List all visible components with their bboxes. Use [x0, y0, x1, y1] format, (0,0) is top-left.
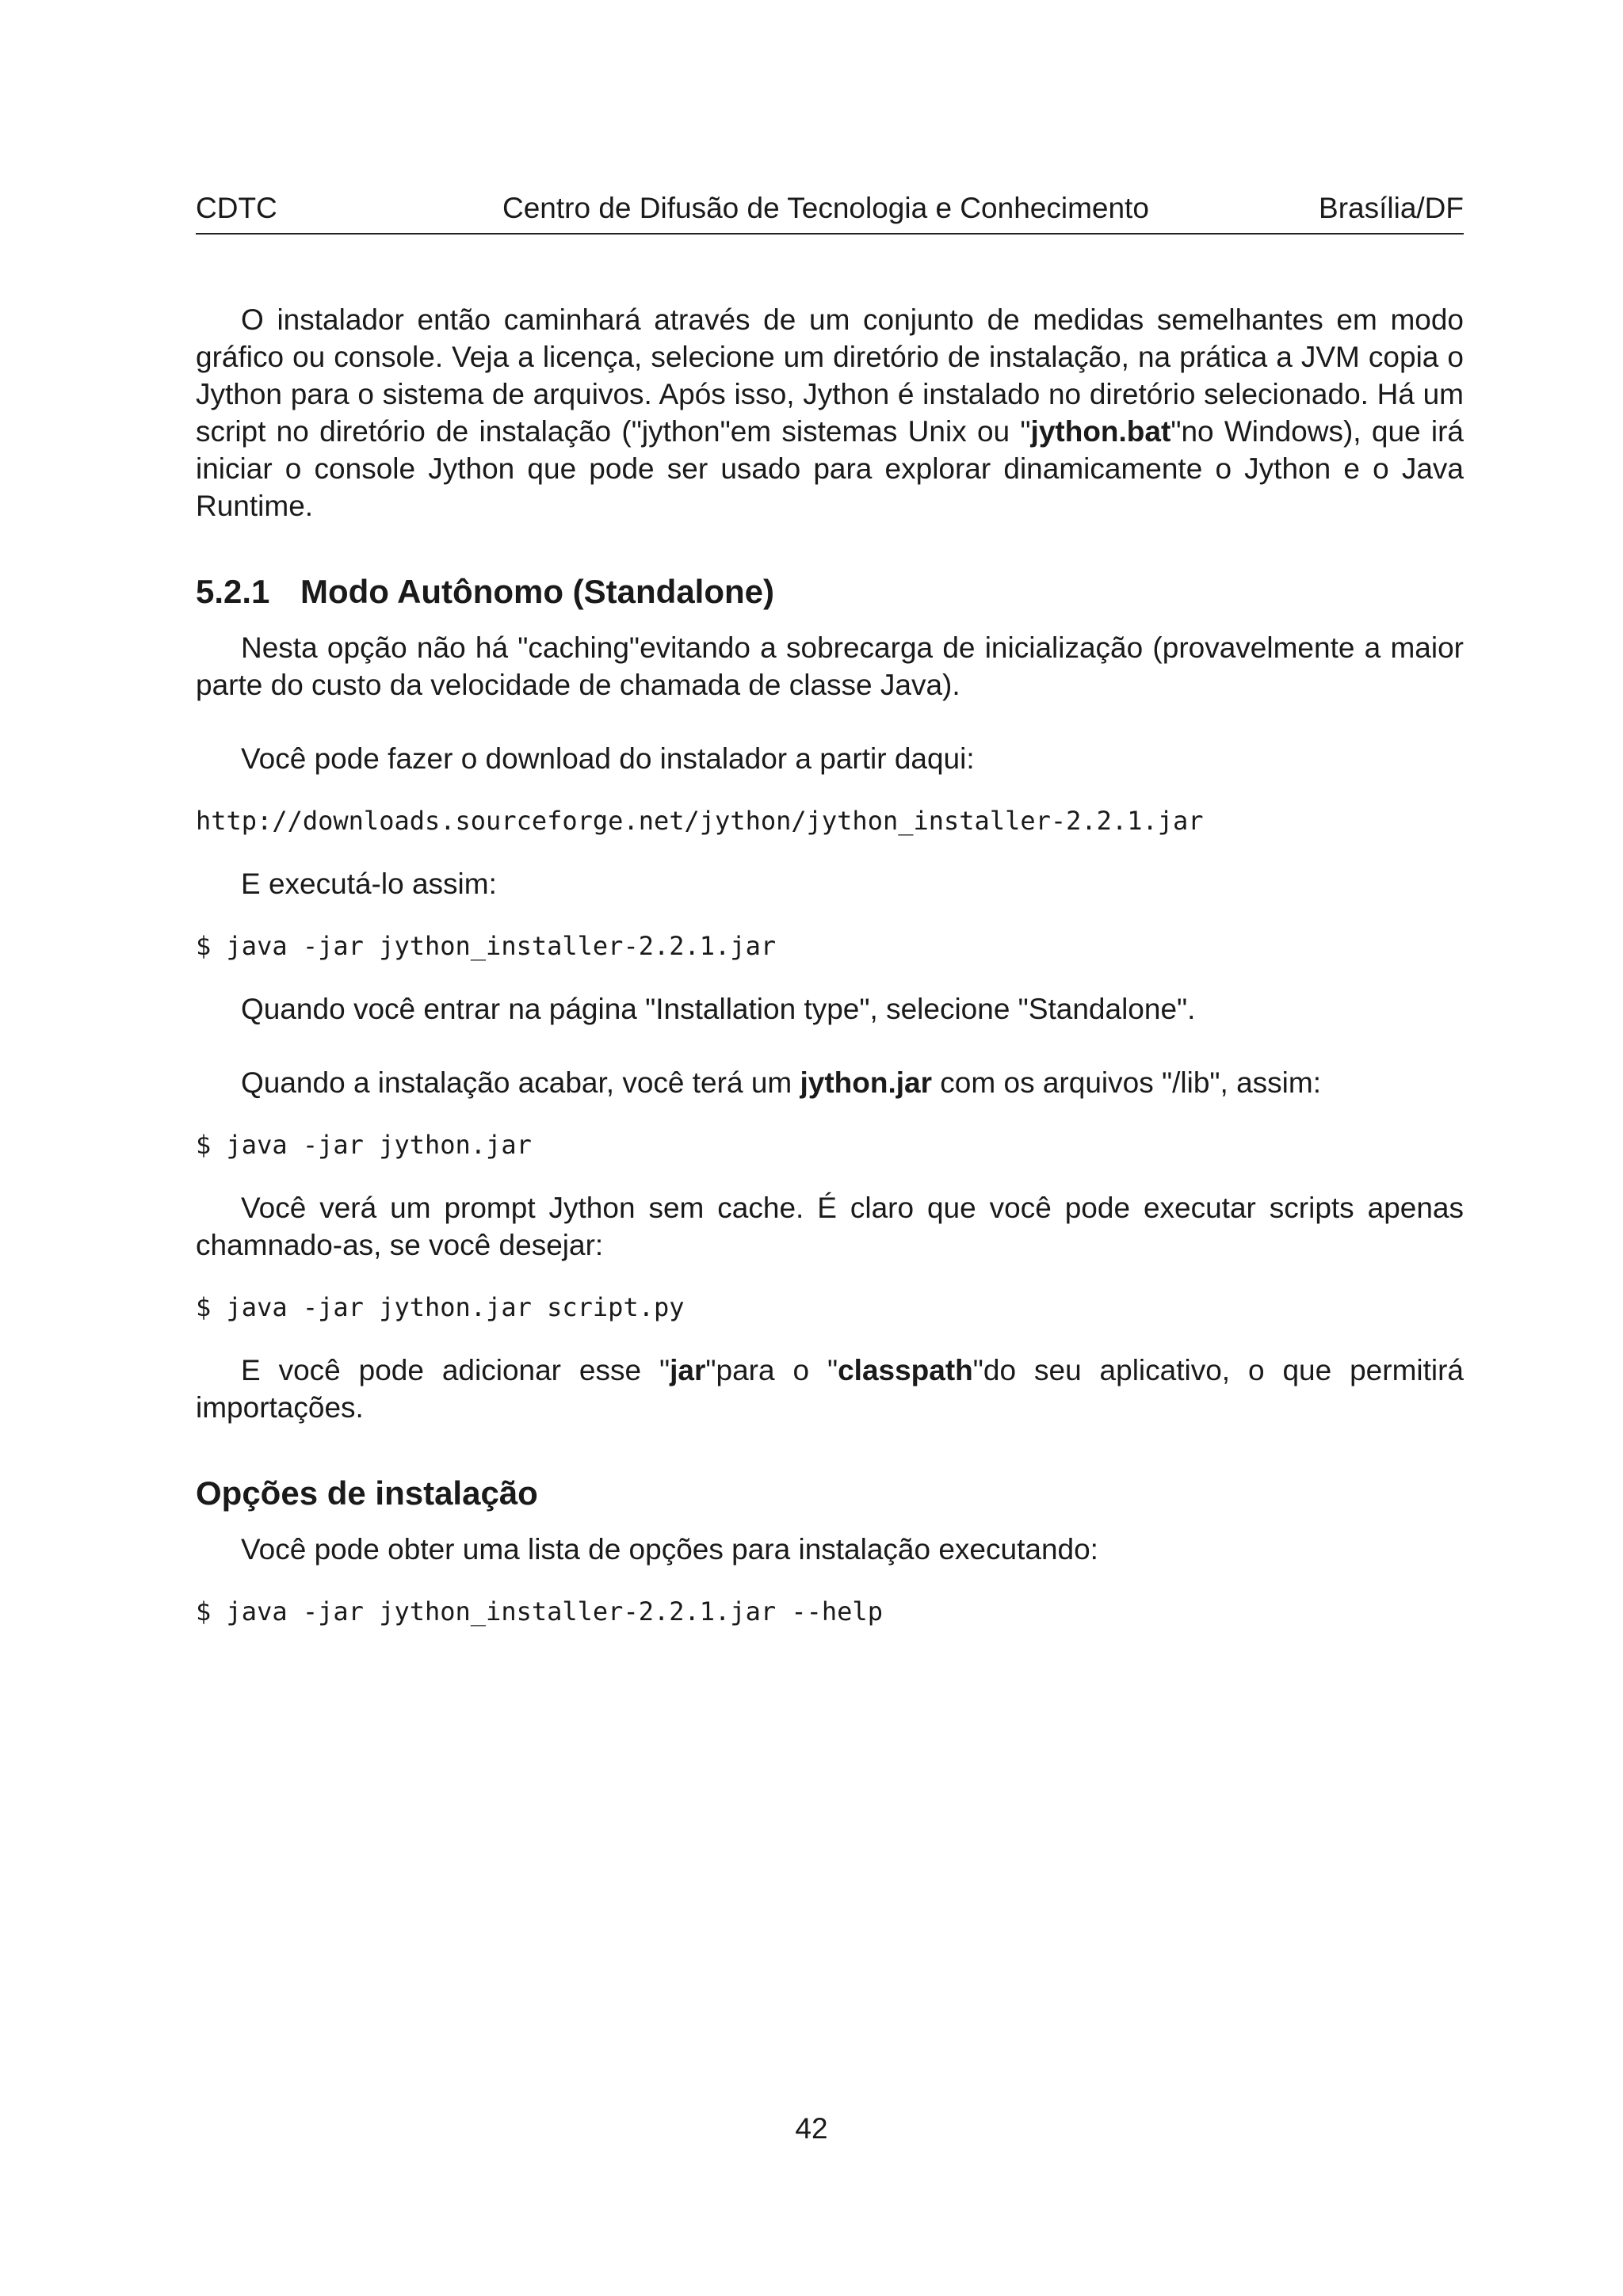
section-title: Modo Autônomo (Standalone)	[300, 573, 775, 610]
header-center: Centro de Difusão de Tecnologia e Conhecimento	[502, 192, 1149, 224]
command-help: $ java -jar jython_installer-2.2.1.jar --help	[196, 1596, 883, 1627]
options-paragraph: Você pode obter uma lista de opções para instalação executando:	[241, 1533, 1098, 1566]
classpath-bold-classpath: classpath	[838, 1354, 973, 1386]
standalone-paragraph-1: Nesta opção não há "caching"evitando a sobrecarga de inicialização (provavelmente a maior parte do custo da velocidade de chamada de classe Java).	[196, 631, 1464, 701]
intro-text-a: O instalador então caminhará através de um conjunto de medidas semelhantes em modo gráfico ou console. Veja a licença, selecione um diretório de instalação, na prática a JVM copia o Jython para o sistema de arquivos. Após isso, Jython é instalado no diretório selecionado. Há um script no diretório de instalação ("jython"em sistemas Unix ou "	[196, 303, 1464, 448]
page-content	[196, 301, 1464, 1630]
prompt-paragraph: Você verá um prompt Jython sem cache. É claro que você pode executar scripts apenas chamnado-as, se você desejar:	[196, 1192, 1464, 1261]
download-url: http://downloads.sourceforge.net/jython/jython_installer-2.2.1.jar	[196, 806, 1204, 836]
command-run-script: $ java -jar jython.jar script.py	[196, 1292, 685, 1322]
page-header	[196, 189, 1464, 235]
header-left: CDTC	[196, 192, 277, 224]
command-install: $ java -jar jython_installer-2.2.1.jar	[196, 931, 777, 961]
jar-result-bold: jython.jar	[800, 1066, 933, 1099]
page-number: 42	[795, 2112, 828, 2145]
options-heading: Opções de instalação	[196, 1474, 538, 1512]
jar-result-text-b: com os arquivos "/lib", assim:	[932, 1066, 1322, 1099]
section-heading	[196, 572, 1464, 612]
classpath-bold-jar: jar	[670, 1354, 706, 1386]
classpath-text-b: "para o "	[705, 1354, 838, 1386]
intro-text-b: "no Windows), que irá iniciar o console Jython que pode ser usado para explorar dinamicamente o Jython e o Java Runtime.	[196, 415, 1464, 522]
intro-paragraph	[196, 301, 1464, 524]
header-right: Brasília/DF	[1319, 192, 1464, 224]
installation-type-paragraph: Quando você entrar na página "Installation type", selecione "Standalone".	[241, 993, 1196, 1025]
classpath-text-a: E você pode adicionar esse "	[241, 1354, 670, 1386]
jar-result-paragraph	[196, 1064, 1464, 1101]
intro-bold-filename: jython.bat	[1030, 415, 1171, 448]
classpath-paragraph	[196, 1352, 1464, 1426]
command-run-jar: $ java -jar jython.jar	[196, 1130, 532, 1160]
execute-paragraph: E executá-lo assim:	[241, 868, 497, 900]
section-number: 5.2.1	[196, 573, 270, 610]
classpath-text-c: "do seu aplicativo, o que permitirá importações.	[196, 1354, 1465, 1424]
jar-result-text-a: Quando a instalação acabar, você terá um	[241, 1066, 800, 1099]
download-paragraph: Você pode fazer o download do instalador a partir daqui:	[241, 742, 975, 775]
